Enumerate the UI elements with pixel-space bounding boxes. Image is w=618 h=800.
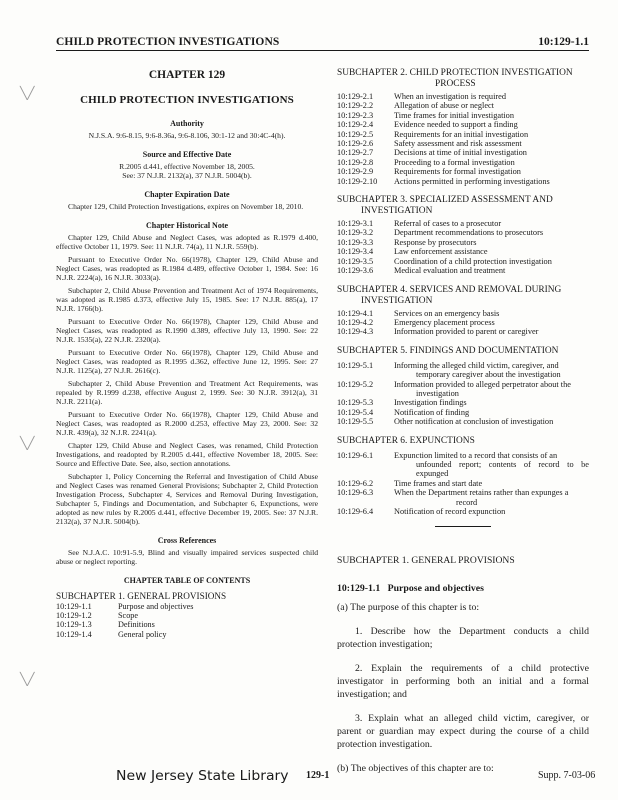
history-paragraph: Subchapter 2, Child Abuse Prevention and Treatment Act of 1974 Requirements, was adopted as R.1985 d.373, effective July 15, 1985. See: 17 N.J.R. 885(a), 17 N.J.R. 1766(b). bbox=[56, 286, 318, 313]
toc-entry: 10:129-5.1 Informing the alleged child victim, caregiver, and temporary caregiver about the investigation bbox=[337, 360, 561, 380]
crossref-heading: Cross References bbox=[157, 536, 217, 545]
chapter-name: CHILD PROTECTION INVESTIGATIONS bbox=[80, 94, 294, 106]
right-column bbox=[337, 68, 589, 775]
toc-entry: 10:129-3.3 Response by prosecutors bbox=[337, 237, 477, 247]
history-paragraph: Pursuant to Executive Order No. 66(1978), Chapter 129, Child Abuse and Neglect Cases, was readopted as R.2000 d.253, effective May 23, 2000. See: 32 N.J.R. 439(a), 32 N.J.R. 2241(a). bbox=[56, 410, 318, 437]
history-paragraph: Subchapter 1, Policy Concerning the Referral and Investigation of Child Abuse and Neglect Cases was renamed General Provisions; Subchapter 2, Child Protection Investigation Process, Subchapter 4, Services and Removal During Investigation, Subchapter 5, Findings and Documentation, and Subchapter 6, Expunctions, were adopted as new rules by R.2005 d.441, effective December 19, 2005. See: 37 N.J.R. 2132(a), 37 N.J.R. 5004(b). bbox=[56, 472, 318, 526]
binding-hole-mark: ╲╱ bbox=[20, 86, 35, 100]
toc-entry: 10:129-2.6 Safety assessment and risk assessment bbox=[337, 139, 522, 149]
toc-entry: 10:129-2.5 Requirements for an initial investigation bbox=[337, 129, 529, 139]
paragraph-a: (a) The purpose of this chapter is to: bbox=[337, 602, 480, 614]
toc-entry: 10:129-2.7 Decisions at time of initial investigation bbox=[337, 148, 527, 158]
header-section-number: 10:129-1.1 bbox=[538, 36, 589, 48]
toc-entry: 10:129-6.3 When the Department retains rather than expunges a record bbox=[337, 488, 569, 507]
toc-entry: 10:129-2.1 When an investigation is required bbox=[337, 92, 506, 101]
library-watermark: New Jersey State Library bbox=[116, 768, 289, 784]
subchapter-1-heading: SUBCHAPTER 1. GENERAL PROVISIONS bbox=[337, 555, 515, 567]
toc-entry: 10:129-2.2 Allegation of abuse or neglect bbox=[337, 101, 494, 111]
toc-entry: 10:129-1.3 Definitions bbox=[56, 620, 155, 630]
toc-subchapter-5-heading: SUBCHAPTER 5. FINDINGS AND DOCUMENTATION bbox=[337, 345, 559, 356]
authority-text: N.J.S.A. 9:6-8.15, 9:6-8.36a, 9:6-8.106, 30:1-12 and 30:4C-4(h). bbox=[88, 131, 286, 140]
section-heading: 10:129-1.1 Purpose and objectives bbox=[337, 583, 484, 595]
toc-entry: 10:129-4.3 Information provided to parent or caregiver bbox=[337, 327, 539, 337]
toc-entry: 10:129-4.2 Emergency placement process bbox=[337, 317, 495, 327]
toc-subchapter-3-heading: SUBCHAPTER 3. SPECIALIZED ASSESSMENT AND INVESTIGATION bbox=[337, 195, 553, 217]
toc-entry: 10:129-5.4 Notification of finding bbox=[337, 407, 470, 417]
supplement-date: Supp. 7-03-06 bbox=[538, 770, 596, 781]
toc-subchapter-1-list bbox=[56, 602, 318, 639]
toc-subchapter-3-list bbox=[337, 219, 589, 275]
toc-entry: 10:129-5.5 Other notification at conclusion of investigation bbox=[337, 417, 554, 427]
toc-entry: 10:129-6.1 Expunction limited to a record that consists of an unfounded report; contents of record to be expunged bbox=[337, 450, 589, 479]
binding-hole-mark: ╲╱ bbox=[20, 436, 35, 450]
crossref-text: See N.J.A.C. 10:91-5.9, Blind and visually impaired services suspected child abuse or neglect reporting. bbox=[56, 548, 318, 566]
history-heading: Chapter Historical Note bbox=[145, 221, 229, 230]
toc-subchapter-6-list bbox=[337, 451, 589, 517]
toc-subchapter-4-heading: SUBCHAPTER 4. SERVICES AND REMOVAL DURING INVESTIGATION bbox=[337, 284, 562, 306]
toc-heading: CHAPTER TABLE OF CONTENTS bbox=[123, 576, 251, 585]
paragraph-2: 2. Explain the requirements of a child protective investigator in performing both an initial and a formal investigation; and bbox=[337, 663, 589, 701]
binding-hole-mark: ╲╱ bbox=[20, 672, 35, 686]
source-text-2: See: 37 N.J.R. 2132(a), 37 N.J.R. 5004(b). bbox=[122, 171, 252, 180]
toc-entry: 10:129-3.4 Law enforcement assistance bbox=[337, 247, 488, 257]
toc-entry: 10:129-1.2 Scope bbox=[56, 611, 139, 621]
toc-subchapter-5-list bbox=[337, 361, 589, 427]
expiration-text: Chapter 129, Child Protection Investigations, expires on November 18, 2010. bbox=[68, 202, 304, 211]
running-header bbox=[56, 36, 589, 51]
toc-entry: 10:129-3.6 Medical evaluation and treatment bbox=[337, 266, 506, 276]
chapter-number: CHAPTER 129 bbox=[148, 69, 226, 81]
left-column bbox=[56, 68, 318, 639]
toc-entry: 10:129-2.8 Proceeding to a formal investigation bbox=[337, 157, 515, 167]
toc-entry: 10:129-2.9 Requirements for formal investigation bbox=[337, 167, 521, 177]
toc-entry: 10:129-2.4 Evidence needed to support a finding bbox=[337, 120, 518, 130]
history-paragraph: Pursuant to Executive Order No. 66(1978), Chapter 129, Child Abuse and Neglect Cases, was readopted as R.1990 d.389, effective July 13, 1990. See: 22 N.J.R. 1535(a), 22 N.J.R. 2320(a). bbox=[56, 317, 318, 344]
toc-entry: 10:129-3.5 Coordination of a child protection investigation bbox=[337, 256, 552, 266]
toc-entry: 10:129-5.3 Investigation findings bbox=[337, 398, 467, 408]
toc-subchapter-2-heading: SUBCHAPTER 2. CHILD PROTECTION INVESTIGATION PROCESS bbox=[337, 68, 573, 89]
history-paragraph: Pursuant to Executive Order No. 66(1978), Chapter 129, Child Abuse and Neglect Cases, was readopted as R.1995 d.362, effective June 12, 1995. See: 27 N.J.R. 1125(a), 27 N.J.R. 2616(c). bbox=[56, 348, 318, 375]
section-divider bbox=[435, 526, 491, 527]
toc-entry: 10:129-2.10 Actions permitted in performing investigations bbox=[337, 176, 550, 186]
toc-entry: 10:129-3.1 Referral of cases to a prosecutor bbox=[337, 219, 502, 229]
history-paragraph: Chapter 129, Child Abuse and Neglect Cases, was adopted as R.1979 d.400, effective October 11, 1979. See: 11 N.J.R. 74(a), 11 N.J.R. 559(b). bbox=[56, 233, 318, 251]
paragraph-1: 1. Describe how the Department conducts a child protection investigation; bbox=[337, 626, 589, 651]
toc-entry: 10:129-3.2 Department recommendations to prosecutors bbox=[337, 228, 544, 238]
toc-entry: 10:129-6.2 Time frames and start date bbox=[337, 478, 483, 488]
toc-entry: 10:129-2.3 Time frames for initial investigation bbox=[337, 110, 514, 120]
paragraph-3: 3. Explain what an alleged child victim, caregiver, or parent or guardian may expect during the course of a child protection investigation. bbox=[337, 713, 589, 751]
toc-entry: 10:129-1.4 General policy bbox=[56, 629, 167, 639]
toc-entry: 10:129-6.4 Notification of record expunction bbox=[337, 507, 506, 516]
toc-entry: 10:129-5.2 Information provided to alleged perpetrator about the investigation bbox=[337, 379, 571, 398]
paragraph-b: (b) The objectives of this chapter are to: bbox=[337, 763, 494, 775]
header-chapter-title: CHILD PROTECTION INVESTIGATIONS bbox=[56, 36, 280, 48]
toc-subchapter-1-heading: SUBCHAPTER 1. GENERAL PROVISIONS bbox=[56, 591, 227, 601]
source-text-1: R.2005 d.441, effective November 18, 2005. bbox=[119, 162, 255, 171]
toc-entry: 10:129-4.1 Services on an emergency basis bbox=[337, 308, 500, 318]
source-heading: Source and Effective Date bbox=[142, 150, 232, 159]
toc-entry: 10:129-1.1 Purpose and objectives bbox=[56, 602, 194, 611]
authority-heading: Authority bbox=[170, 119, 204, 128]
history-paragraph: Chapter 129, Child Abuse and Neglect Cases, was renamed, Child Protection Investigations, and readopted by R.2005 d.441, effective November 18, 2005. See: Source and Effective Date. See, also, section annotations. bbox=[56, 441, 318, 468]
history-paragraph: Pursuant to Executive Order No. 66(1978), Chapter 129, Child Abuse and Neglect Cases, was readopted as R.1984 d.489, effective October 1, 1984. See: 16 N.J.R. 2224(a), 16 N.J.R. 3033(a). bbox=[56, 255, 318, 282]
toc-subchapter-6-heading: SUBCHAPTER 6. EXPUNCTIONS bbox=[337, 435, 475, 446]
toc-subchapter-2-list bbox=[337, 92, 589, 186]
expiration-heading: Chapter Expiration Date bbox=[144, 190, 230, 199]
page-number: 129-1 bbox=[306, 770, 330, 781]
toc-subchapter-4-list bbox=[337, 309, 589, 337]
history-paragraph: Subchapter 2, Child Abuse Prevention and Treatment Act Requirements, was repealed by R.1999 d.238, effective August 2, 1999. See: 30 N.J.R. 3912(a), 31 N.J.R. 2211(a). bbox=[56, 379, 318, 406]
